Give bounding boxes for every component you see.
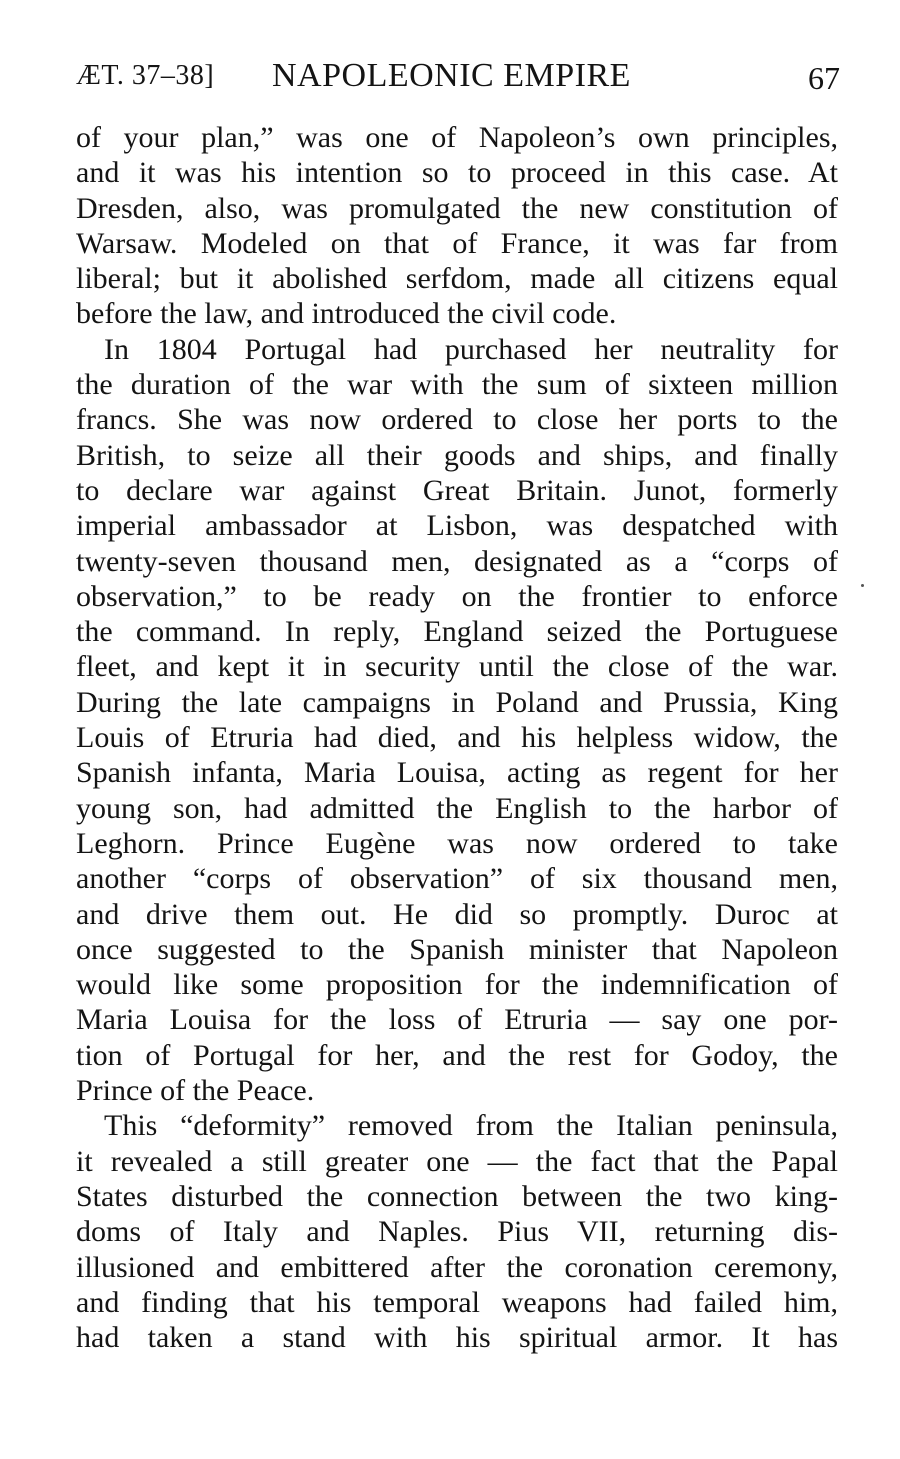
text-line: it revealed a still greater one — the fact that the Papal xyxy=(76,1144,838,1178)
text-line: Spanish infanta, Maria Louisa, acting as regent for her xyxy=(76,756,838,790)
text-line: States disturbed the connection between the two king- xyxy=(76,1179,838,1213)
text-line: imperial ambassador at Lisbon, was despatched with xyxy=(76,509,838,543)
text-line: In 1804 Portugal had purchased her neutrality for xyxy=(104,332,838,366)
text-line: tion of Portugal for her, and the rest for Godoy, the xyxy=(76,1038,838,1072)
text-line: This “deformity” removed from the Italian peninsula, xyxy=(104,1109,838,1143)
text-line: and finding that his temporal weapons had failed him, xyxy=(76,1285,838,1319)
text-line: British, to seize all their goods and ships, and finally xyxy=(76,438,838,472)
running-header xyxy=(76,52,840,100)
text-line: the duration of the war with the sum of sixteen million xyxy=(76,368,838,402)
text-line: During the late campaigns in Poland and Prussia, King xyxy=(76,685,838,719)
margin-speck xyxy=(861,584,864,587)
text-line: observation,” to be ready on the frontier to enforce xyxy=(76,579,838,613)
text-line: Dresden, also, was promulgated the new constitution of xyxy=(76,191,838,225)
text-line: illusioned and embittered after the coronation ceremony, xyxy=(76,1250,838,1284)
text-line: Warsaw. Modeled on that of France, it was far from xyxy=(76,226,838,260)
text-line: twenty-seven thousand men, designated as a “corps of xyxy=(76,544,838,578)
text-line: once suggested to the Spanish minister that Napoleon xyxy=(76,932,838,966)
text-line: had taken a stand with his spiritual armor. It has xyxy=(76,1321,838,1355)
text-line: of your plan,” was one of Napoleon’s own principles, xyxy=(76,121,838,154)
text-line: the command. In reply, England seized the Portuguese xyxy=(76,615,838,649)
body-text xyxy=(76,120,838,1355)
text-line: would like some proposition for the indemnification of xyxy=(76,968,838,1002)
text-line: Prince of the Peace. xyxy=(76,1074,315,1108)
text-line: and drive them out. He did so promptly. Duroc at xyxy=(76,897,838,931)
text-line: and it was his intention so to proceed in this case. At xyxy=(76,156,838,190)
running-title: NAPOLEONIC EMPIRE xyxy=(272,57,631,94)
text-line: fleet, and kept it in security until the close of the war. xyxy=(76,650,838,684)
text-line: Louis of Etruria had died, and his helpless widow, the xyxy=(76,721,838,755)
page-number: 67 xyxy=(808,60,840,96)
text-line: before the law, and introduced the civil code. xyxy=(76,297,617,331)
text-line: francs. She was now ordered to close her ports to the xyxy=(76,403,838,437)
age-range-label: ÆT. 37–38] xyxy=(76,60,215,91)
text-line: another “corps of observation” of six thousand men, xyxy=(76,862,838,896)
text-line: doms of Italy and Naples. Pius VII, returning dis- xyxy=(76,1215,838,1249)
text-line: Maria Louisa for the loss of Etruria — say one por- xyxy=(76,1003,838,1037)
text-line: young son, had admitted the English to the harbor of xyxy=(76,791,838,825)
text-line: to declare war against Great Britain. Junot, formerly xyxy=(76,473,838,507)
text-line: Leghorn. Prince Eugène was now ordered to take xyxy=(76,826,838,860)
text-line: liberal; but it abolished serfdom, made all citizens equal xyxy=(76,262,838,296)
